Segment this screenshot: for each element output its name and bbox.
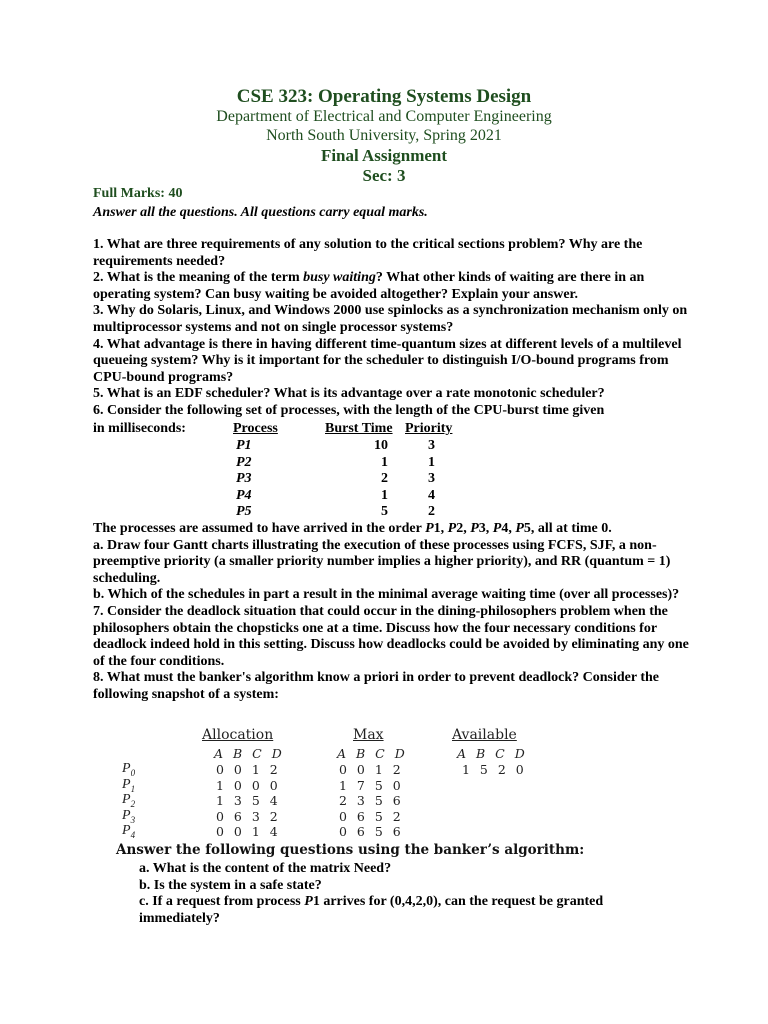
process-order-item: P [492, 521, 502, 536]
max-values: 0 0 1 2 [339, 762, 404, 777]
priority-value: 3 [428, 438, 435, 453]
university-term: North South University, Spring 2021 [266, 127, 502, 144]
allocation-values: 0 6 3 2 [216, 808, 281, 824]
banker-answer-instruction: Answer the following questions using the banker’s algorithm: [116, 842, 585, 858]
available-subheader: A B C D [457, 746, 528, 761]
banker-process-index: 2 [130, 798, 136, 809]
banker-process-index: 3 [130, 814, 136, 825]
priority-value: 3 [428, 471, 435, 487]
burst-time: 1 [381, 487, 388, 503]
banker-process-label [122, 777, 135, 794]
banker-process-letter: P [122, 823, 131, 838]
course-title: CSE 323: Operating Systems Design [236, 86, 532, 107]
banker-process-index: 0 [130, 767, 136, 778]
process-id: P4 [236, 487, 252, 503]
question-6a: a. Draw four Gantt charts illustrating the execution of these processes using FCFS, SJF, a non-preemptive priority (a smaller priority number implies a higher priority), and RR (quantum = 1) scheduling. [93, 537, 671, 586]
questions-block-2 [93, 521, 693, 704]
process-order-list: P1, P2, P3, P4, P5 [425, 521, 531, 536]
max-values: 2 3 5 6 [339, 793, 404, 808]
question-8c: c. If a request from process P1 arrives for (0,4,2,0), can the request be granted [139, 894, 604, 910]
process-order-item: P [470, 521, 479, 536]
max-header: Max [353, 727, 384, 743]
process-order-item: P [515, 521, 524, 536]
priority-col-header: Priority [405, 421, 453, 436]
question-6-line2: in milliseconds: [93, 421, 186, 436]
allocation-subheader: A B C D [214, 746, 285, 761]
burst-col-header: Burst Time [325, 421, 393, 436]
burst-time: 10 [374, 438, 388, 453]
question-6-order: The processes are assumed to have arrived in the order P1, P2, P3, P4, P5, all at time 0. [93, 521, 612, 536]
question-6-line1: 6. Consider the following set of processes, with the length of the CPU-burst time given [93, 402, 605, 418]
allocation-values: 0 0 1 2 [216, 762, 281, 777]
allocation-values: 1 3 5 4 [216, 793, 281, 808]
question-6b: b. Which of the schedules in part a result in the minimal average waiting time (over all processes)? [93, 587, 680, 603]
banker-process-letter: P [122, 776, 131, 792]
banker-process-letter: P [122, 807, 131, 823]
max-subheader: A B C D [337, 746, 408, 761]
instructions: Answer all the questions. All questions carry equal marks. [93, 205, 428, 220]
banker-process-label [122, 808, 135, 825]
assignment-title: Final Assignment [320, 146, 448, 165]
question-1: 1. What are three requirements of any solution to the critical sections problem? Why are the requirements needed? [93, 237, 643, 269]
banker-subquestions [139, 861, 699, 927]
allocation-values: 0 0 1 4 [216, 824, 281, 839]
question-5: 5. What is an EDF scheduler? What is its advantage over a rate monotonic scheduler? [93, 386, 605, 402]
department-name: Department of Electrical and Computer Engineering [216, 108, 552, 125]
questions-block-1 [93, 237, 693, 420]
burst-time: 1 [381, 454, 388, 470]
banker-process-index: 1 [130, 783, 136, 794]
question-8c-line2: immediately? [139, 910, 220, 926]
process-order-item: P [425, 521, 434, 536]
banker-process-letter: P [122, 792, 131, 807]
allocation-values: 1 0 0 0 [216, 777, 281, 793]
question-4: 4. What advantage is there in having different time-quantum sizes at different levels of a multilevel queueing system? Why is it important for the scheduler to distinguish I/O-bound programs from CPU-bound programs? [93, 336, 682, 385]
allocation-header: Allocation [202, 727, 274, 743]
question-8a: a. What is the content of the matrix Need? [139, 861, 392, 876]
process-id: P3 [236, 471, 252, 487]
question-8: 8. What must the banker's algorithm know a priori in order to prevent deadlock? Consider the following snapshot of a system: [93, 670, 659, 702]
available-header: Available [452, 727, 517, 743]
question-7: 7. Consider the deadlock situation that could occur in the dining-philosophers problem when the philosophers obtain the chopsticks one at a time. Discuss how the four necessary conditions for deadlock indeed hold in this setting. Discuss how deadlocks could be avoided by eliminating any one of the four conditions. [93, 603, 689, 669]
banker-process-label [122, 823, 135, 840]
question-8b: b. Is the system in a safe state? [139, 877, 322, 893]
section-label: Sec: 3 [362, 166, 406, 185]
priority-value: 1 [428, 454, 435, 470]
max-values: 1 7 5 0 [339, 777, 404, 793]
priority-value: 2 [428, 504, 435, 520]
burst-time: 2 [381, 471, 388, 487]
question-2: 2. What is the meaning of the term busy waiting? What other kinds of waiting are there in an operating system? Can busy waiting be avoided altogether? Explain your answer. [93, 270, 645, 302]
banker-process-index: 4 [130, 829, 136, 840]
full-marks: Full Marks: 40 [93, 186, 183, 201]
question-3: 3. Why do Solaris, Linux, and Windows 2000 use spinlocks as a synchronization mechanism only on multiprocessor systems and not on single processor systems? [93, 303, 688, 335]
process-id: P2 [236, 454, 252, 470]
banker-process-label [122, 761, 135, 778]
process-id: P5 [236, 504, 252, 520]
process-order-item: P [447, 521, 457, 536]
available-values: 1 5 2 0 [462, 762, 527, 777]
banker-process-label [122, 792, 135, 809]
max-values: 0 6 5 2 [339, 808, 404, 824]
banker-process-letter: P [122, 761, 131, 776]
busy-waiting-term: busy waiting [303, 270, 376, 286]
priority-value: 4 [428, 487, 435, 503]
max-values: 0 6 5 6 [339, 824, 404, 839]
process-col-header: Process [233, 421, 278, 436]
process-id: P1 [236, 438, 252, 453]
burst-time: 5 [381, 504, 388, 520]
